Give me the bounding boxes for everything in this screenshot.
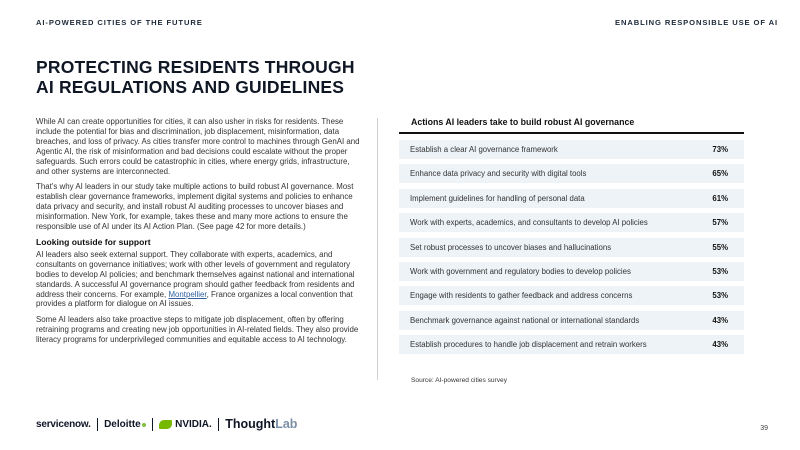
footer-logos bbox=[36, 417, 297, 431]
page-number: 39 bbox=[760, 425, 768, 432]
body-text bbox=[36, 117, 360, 351]
deloitte-dot-icon bbox=[142, 423, 146, 427]
paragraph-4: Some AI leaders also take proactive steps to mitigate job displacement, often by offering retraining programs and creating new job opportunities in AI-related fields. They also provide literacy programs for underprivileged communities and equitable access to AI technology. bbox=[36, 315, 359, 345]
table-row bbox=[399, 286, 744, 305]
row-label: Establish procedures to handle job displacement and retrain workers bbox=[410, 340, 647, 350]
page-title bbox=[36, 57, 396, 97]
header-right: ENABLING RESPONSIBLE USE OF AI bbox=[615, 18, 778, 27]
table-row bbox=[399, 238, 744, 257]
row-label: Set robust processes to uncover biases and hallucinations bbox=[410, 242, 612, 252]
table-row bbox=[399, 262, 744, 281]
table-title: Actions AI leaders take to build robust AI governance bbox=[411, 117, 635, 127]
row-label: Benchmark governance against national or international standards bbox=[410, 315, 640, 325]
row-value: 53% bbox=[712, 266, 728, 276]
row-label: Engage with residents to gather feedback and address concerns bbox=[410, 291, 633, 301]
paragraph-3-text: AI leaders also seek external support. They collaborate with experts, academics, and consultants on governance initiatives; work with other levels of government and regulatory bodies to develop AI policies; and benchmark themselves against national and international standards. A successful AI governance program should gather feedback from residents and address their concerns. For example, bbox=[36, 249, 355, 299]
title-line-1: PROTECTING RESIDENTS THROUGH bbox=[36, 57, 355, 77]
row-label: Work with experts, academics, and consultants to develop AI policies bbox=[410, 218, 648, 228]
paragraph-1: While AI can create opportunities for cities, it can also usher in risks for residents. These include the potential for bias and discrimination, job displacement, misinformation, data breaches, and loss of privacy. As cities transfer more control to machines through GenAI and Agentic AI, the risk of misinformation and bad decisions could escalate without the proper safeguards. Such errors could be catastrophic in cities, where energy grids, infrastructure, and other systems are interconnected. bbox=[36, 117, 360, 176]
row-label: Work with government and regulatory bodies to develop policies bbox=[410, 266, 631, 276]
row-label: Implement guidelines for handling of personal data bbox=[410, 193, 585, 203]
subheading: Looking outside for support bbox=[36, 236, 151, 247]
row-value: 43% bbox=[712, 340, 728, 350]
row-value: 43% bbox=[712, 315, 728, 325]
table-row bbox=[399, 140, 744, 159]
nvidia-logo bbox=[159, 419, 212, 430]
row-value: 53% bbox=[712, 291, 728, 301]
table-source: Source: AI-powered cities survey bbox=[411, 377, 508, 384]
logo-separator bbox=[152, 418, 153, 431]
nvidia-logo-text: NVIDIA. bbox=[175, 418, 212, 430]
header-left: AI-POWERED CITIES OF THE FUTURE bbox=[36, 18, 203, 27]
column-divider bbox=[377, 118, 378, 380]
governance-table bbox=[399, 140, 744, 360]
row-label: Establish a clear AI governance framework bbox=[410, 145, 558, 154]
thoughtlab-logo-lab: Lab bbox=[275, 417, 298, 431]
servicenow-logo: servicenow. bbox=[36, 418, 91, 430]
row-value: 73% bbox=[712, 145, 728, 154]
table-row bbox=[399, 311, 744, 330]
paragraph-3 bbox=[36, 250, 360, 309]
table-row bbox=[399, 335, 744, 354]
deloitte-logo bbox=[104, 419, 146, 430]
title-line-2: AI REGULATIONS AND GUIDELINES bbox=[36, 77, 345, 97]
nvidia-eye-icon bbox=[159, 420, 172, 429]
table-row bbox=[399, 164, 744, 183]
deloitte-logo-text: Deloitte bbox=[104, 418, 141, 430]
row-value: 55% bbox=[712, 242, 728, 252]
montpellier-link[interactable]: Montpellier bbox=[168, 289, 207, 299]
paragraph-2: That’s why AI leaders in our study take multiple actions to build robust AI governance. Most establish clear governance frameworks, implement digital systems and policies to enhance data privacy and security, and install robust AI auditing processes to uncover biases and misinformation. New York, for example, takes these and many more actions to ensure the responsible use of AI under its AI Action Plan. (See page 42 for more details.) bbox=[36, 182, 354, 232]
table-row bbox=[399, 189, 744, 208]
row-value: 61% bbox=[712, 193, 728, 203]
logo-separator bbox=[97, 418, 98, 431]
thoughtlab-logo bbox=[225, 417, 297, 431]
paragraph-3-text-end: , France organizes a local convention that provides a platform for dialogue on AI issues. bbox=[36, 289, 353, 309]
thoughtlab-logo-thought: Thought bbox=[225, 417, 276, 431]
row-value: 65% bbox=[712, 169, 728, 179]
table-row bbox=[399, 213, 744, 232]
logo-separator bbox=[218, 418, 219, 431]
row-value: 57% bbox=[712, 218, 728, 228]
table-title-rule bbox=[399, 132, 744, 134]
row-label: Enhance data privacy and security with digital tools bbox=[410, 169, 587, 179]
